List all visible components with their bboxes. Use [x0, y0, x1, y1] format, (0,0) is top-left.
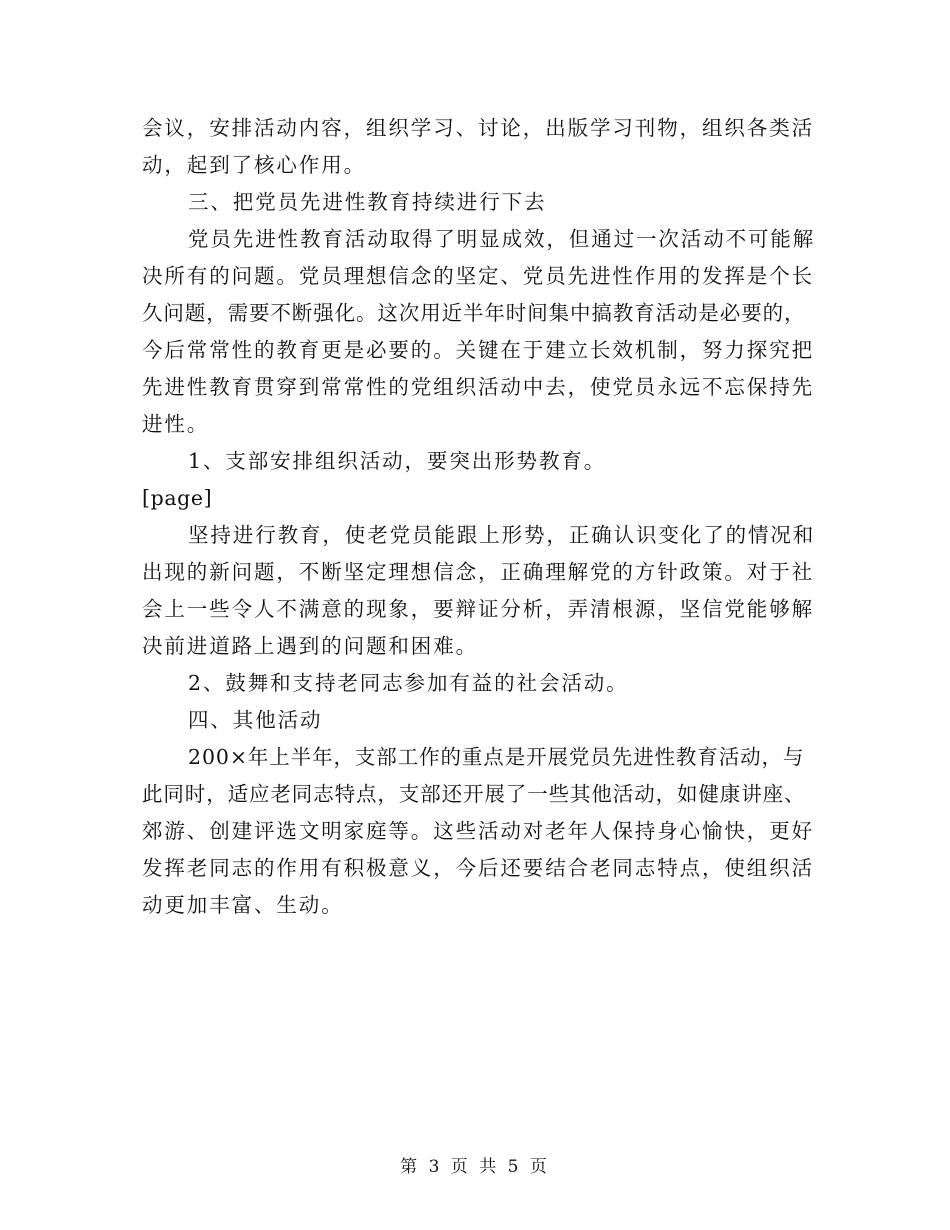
- paragraph-line: 发挥老同志的作用有积极意义，今后还要结合老同志特点，使组织活: [142, 856, 814, 880]
- paragraph-line: 先进性教育贯穿到常常性的党组织活动中去，使党员永远不忘保持先: [142, 375, 814, 399]
- list-item-2: 2、鼓舞和支持老同志参加有益的社会活动。: [188, 671, 629, 695]
- paragraph-line: 会议，安排活动内容，组织学习、讨论，出版学习刊物，组织各类活: [142, 116, 814, 140]
- section-heading: 四、其他活动: [188, 708, 323, 732]
- paragraph-line: 此同时，适应老同志特点，支部还开展了一些其他活动，如健康讲座、: [142, 782, 806, 806]
- paragraph-line: 决所有的问题。党员理想信念的坚定、党员先进性作用的发挥是个长: [142, 264, 814, 288]
- paragraph-line: 动，起到了核心作用。: [142, 153, 366, 177]
- paragraph-line: 动更加丰富、生动。: [142, 893, 344, 917]
- section-heading: 三、把党员先进性教育持续进行下去: [188, 190, 547, 214]
- paragraph-line: 党员先进性教育活动取得了明显成效，但通过一次活动不可能解: [188, 227, 816, 251]
- paragraph-line: 出现的新问题，不断坚定理想信念，正确理解党的方针政策。对于社: [142, 560, 814, 584]
- list-item-1: 1、支部安排组织活动，要突出形势教育。: [188, 449, 607, 473]
- paragraph-line: 进性。: [142, 412, 210, 436]
- page-number: 第 3 页 共 5 页: [400, 1157, 550, 1177]
- page-marker: [page]: [142, 486, 213, 510]
- paragraph-line: 200×年上半年，支部工作的重点是开展党员先进性教育活动，与: [188, 745, 805, 769]
- paragraph-line: 会上一些令人不满意的现象，要辩证分析，弄清根源，坚信党能够解: [142, 597, 814, 621]
- document-body: [142, 110, 816, 924]
- paragraph-line: 今后常常性的教育更是必要的。关键在于建立长效机制，努力探究把: [142, 338, 814, 362]
- paragraph-line: 坚持进行教育，使老党员能跟上形势，正确认识变化了的情况和: [188, 523, 816, 547]
- paragraph-line: 决前进道路上遇到的问题和困难。: [142, 634, 478, 658]
- paragraph-line: 久问题，需要不断强化。这次用近半年时间集中搞教育活动是必要的，: [142, 301, 806, 325]
- paragraph-line: 郊游、创建评选文明家庭等。这些活动对老年人保持身心愉快，更好: [142, 819, 814, 843]
